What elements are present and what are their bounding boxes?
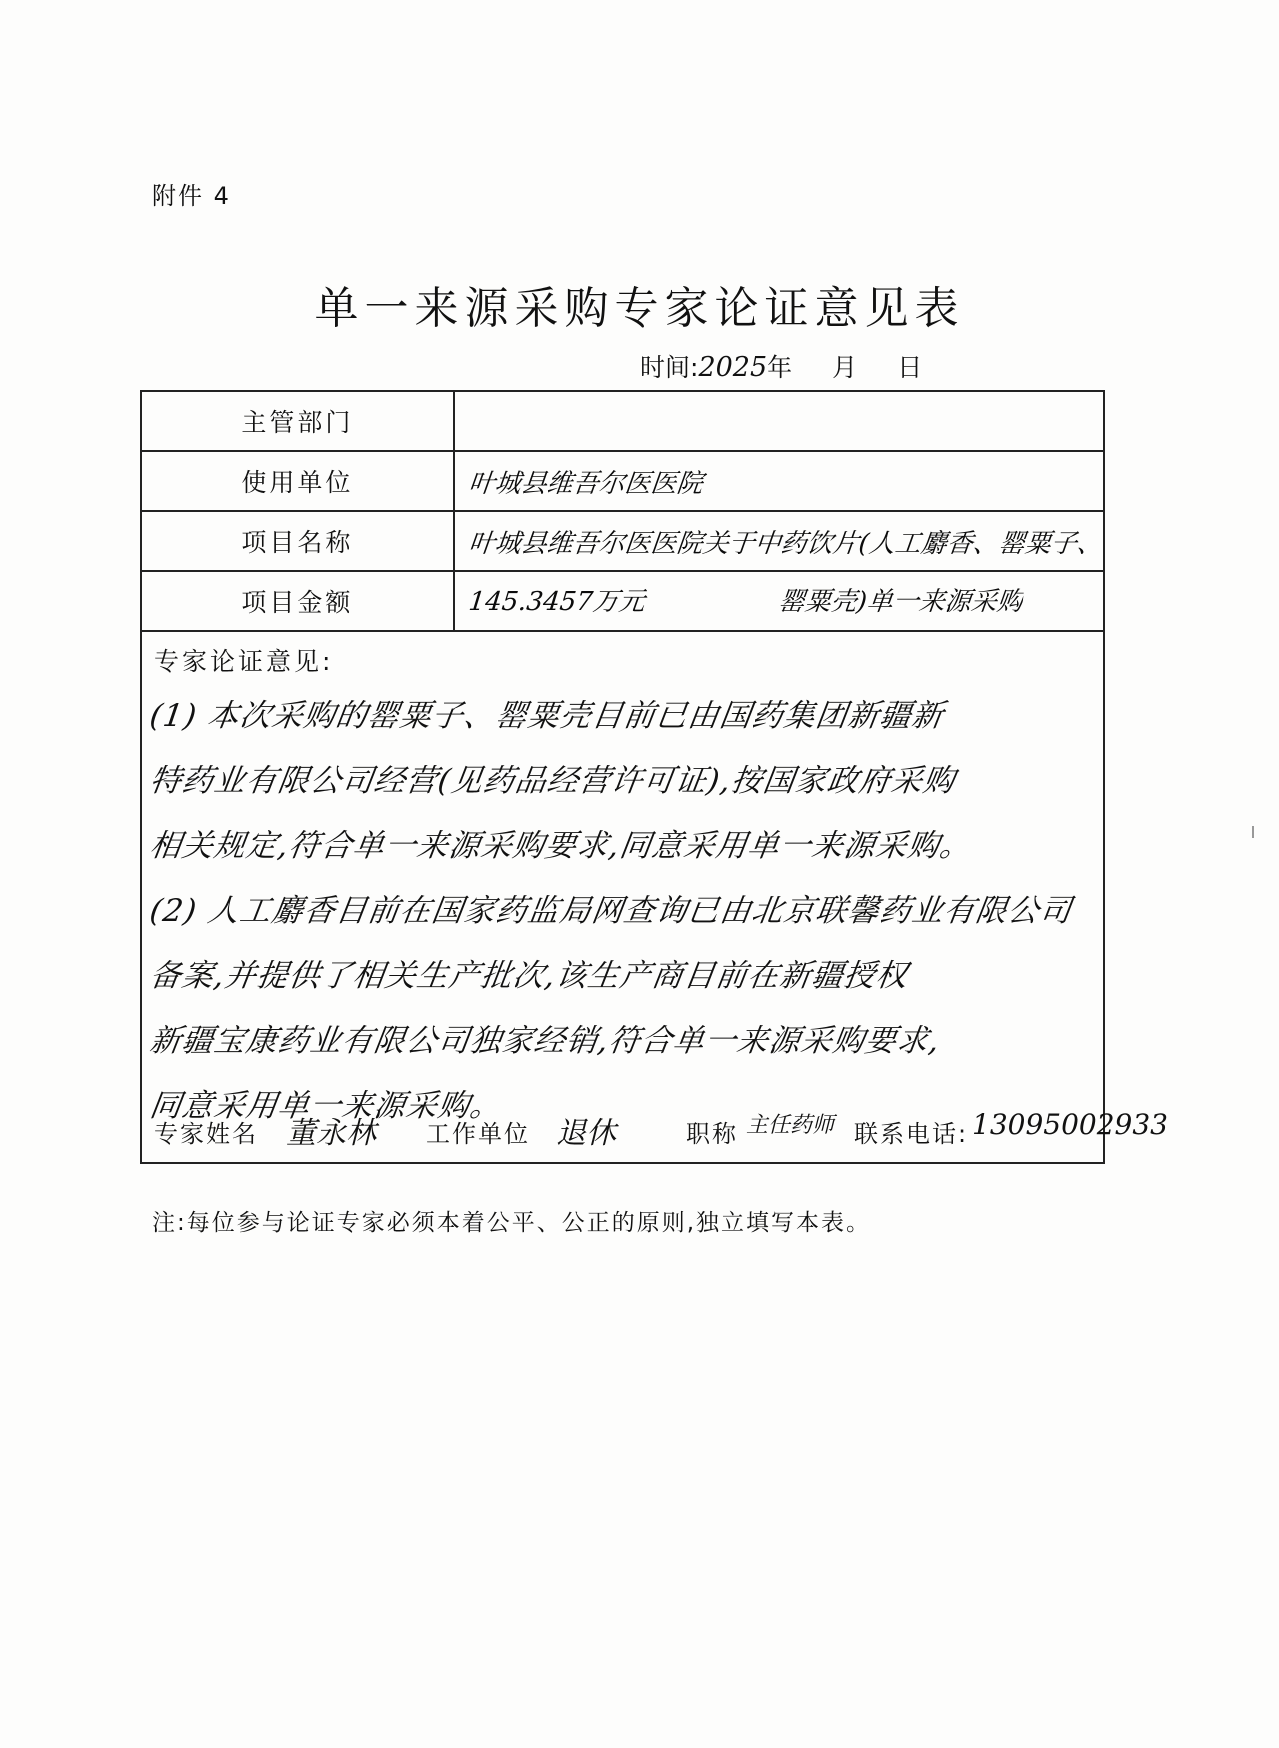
job-title-label: 职称 [686, 1120, 738, 1148]
signature-row [154, 1102, 1168, 1152]
scan-mark [1252, 826, 1254, 838]
expert-name-label: 专家姓名 [154, 1120, 258, 1148]
opinion-line: (1) 本次采购的罂粟子、罂粟壳目前已由国药集团新疆新 [147, 698, 947, 734]
opinion-line: 相关规定,符合单一来源采购要求,同意采用单一来源采购。 [147, 828, 975, 864]
expert-opinion-cell [141, 631, 1168, 1163]
date-day-unit: 日 [897, 353, 923, 382]
footnote: 注:每位参与论证专家必须本着公平、公正的原则,独立填写本表。 [152, 1210, 872, 1236]
work-unit-value: 退休 [556, 1116, 616, 1151]
job-title-value: 主任药师 [746, 1113, 835, 1138]
user-unit-label: 使用单位 [141, 451, 454, 511]
project-name-value [454, 511, 1104, 571]
date-month-unit: 月 [832, 353, 858, 382]
row-project-amount [141, 571, 1104, 631]
expert-name-signature: 董永林 [286, 1116, 376, 1151]
phone-label: 联系电话: [854, 1120, 969, 1148]
row-user-unit [141, 451, 1104, 511]
date-year-handwritten: 2025 [698, 352, 768, 383]
opinion-line: 备案,并提供了相关生产批次,该生产商目前在新疆授权 [147, 958, 911, 994]
row-supervising-dept [141, 391, 1104, 451]
date-line [640, 348, 922, 384]
supervising-dept-value [454, 391, 1104, 451]
project-amount-handwriting: 145.3457万元 [467, 586, 647, 617]
opinion-line: 同意采用单一来源采购。 [147, 1088, 505, 1124]
page-title: 单一来源采购专家论证意见表 [314, 283, 965, 334]
attachment-label: 附件 4 [152, 182, 231, 210]
project-amount-value [454, 571, 1104, 631]
row-expert-opinion [141, 631, 1104, 1163]
user-unit-handwriting: 叶城县维吾尔医医院 [467, 468, 705, 499]
supervising-dept-label: 主管部门 [141, 391, 454, 451]
user-unit-value [454, 451, 1104, 511]
opinion-line: 特药业有限公司经营(见药品经营许可证),按国家政府采购 [147, 763, 958, 799]
phone-value: 13095002933 [972, 1108, 1168, 1141]
project-name-continuation: 罂粟壳)单一来源采购 [777, 586, 1025, 617]
opinion-line: 新疆宝康药业有限公司独家经销,符合单一来源采购要求, [147, 1023, 943, 1059]
date-year-unit: 年 [767, 353, 793, 382]
project-amount-label: 项目金额 [141, 571, 454, 631]
row-project-name [141, 511, 1104, 571]
date-label: 时间: [640, 353, 699, 382]
project-name-handwriting: 叶城县维吾尔医医院关于中药饮片(人工麝香、罂粟子、 [467, 528, 1105, 559]
opinion-line: (2) 人工麝香目前在国家药监局网查询已由北京联馨药业有限公司 [147, 893, 1075, 929]
expert-opinion-text [147, 684, 1095, 1139]
expert-opinion-label: 专家论证意见: [154, 647, 334, 676]
project-name-label: 项目名称 [141, 511, 454, 571]
opinion-form-table [140, 390, 1168, 1164]
work-unit-label: 工作单位 [426, 1120, 530, 1148]
